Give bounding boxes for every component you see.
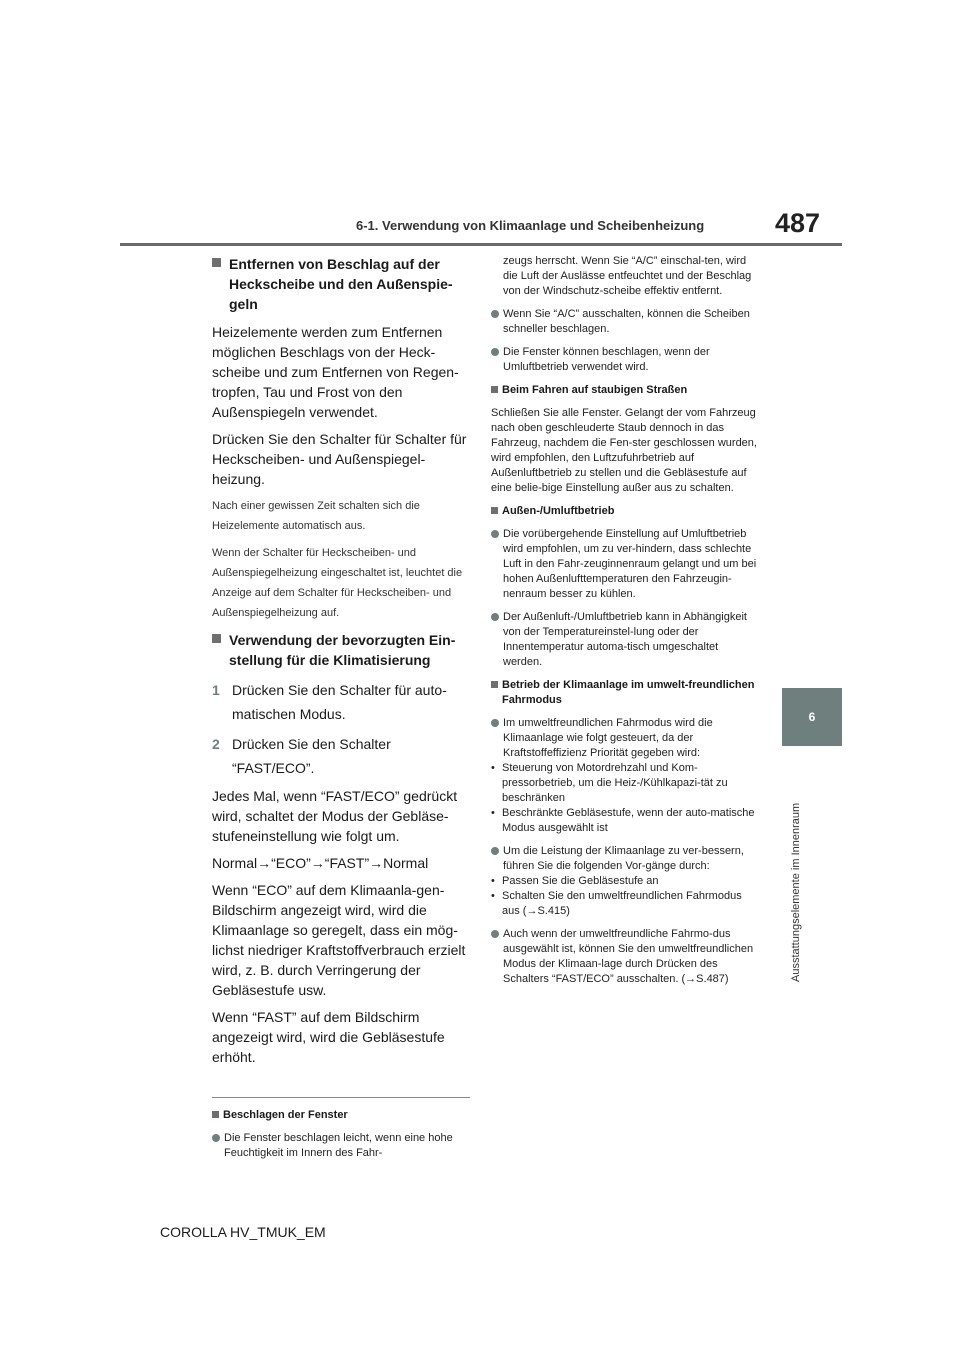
sub-list-item: • Beschränkte Gebläsestufe, wenn der auto-matische Modus ausgewählt ist: [491, 806, 759, 836]
square-bullet-icon: [212, 634, 221, 643]
list-item-text: Im umweltfreundlichen Fahrmodus wird die Klimaanlage wie folgt gesteuert, da der Kraftstoffeffizienz Priorität gegeben wird:: [503, 717, 713, 759]
list-item: [491, 345, 759, 375]
left-column: [212, 254, 470, 1169]
heading-dusty-roads: [491, 383, 759, 398]
list-item-text: Die Fenster beschlagen leicht, wenn eine hohe Feuchtigkeit im Innern des Fahr-: [224, 1132, 453, 1159]
list-item-text: Die Fenster können beschlagen, wenn der Umluftbetrieb verwendet wird.: [503, 346, 710, 373]
list-item-text: Die vorübergehende Einstellung auf Umluftbetrieb wird empfohlen, um zu ver-hindern, dass schlechte Luft in den Fahr-zeuginnenraum gelangt und um bei hohen Außenlufttemperaturen den Fahrzeugin-nenraum besser zu kühlen.: [503, 528, 757, 600]
step-2: [212, 732, 470, 780]
list-item: [491, 716, 759, 761]
footer-model-code: COROLLA HV_TMUK_EM: [160, 1224, 326, 1240]
paragraph: Wenn “FAST” auf dem Bildschirm angezeigt wird, wird die Gebläsestufe erhöht.: [212, 1009, 445, 1065]
heading-defog-rear: [212, 254, 470, 314]
heading-window-fog: [212, 1108, 470, 1123]
circle-bullet-icon: [491, 719, 499, 727]
right-column: [491, 254, 759, 995]
step-number: 2: [212, 736, 220, 752]
heading-recirculation: [491, 504, 759, 519]
sub-list-item: • Passen Sie die Gebläsestufe an: [491, 874, 759, 889]
list-item-text: Auch wenn der umweltfreundliche Fahrmo-dus ausgewählt ist, können Sie den umweltfreundlichen Modus der Klimaan-lage durch Drücken des Schalters “FAST/ECO” ausschalten. (→S.487): [503, 928, 754, 985]
list-item-group: [491, 716, 759, 836]
paragraph: Jedes Mal, wenn “FAST/ECO” gedrückt wird, schaltet der Modus der Gebläse-stufeneinstellung wie folgt um.: [212, 788, 458, 844]
chapter-tab: 6: [782, 688, 842, 746]
circle-bullet-icon: [491, 613, 499, 621]
chapter-side-label-text: Ausstattungselemente im Innenraum: [790, 802, 802, 982]
list-item: [491, 307, 759, 337]
heading-preferred-setting: [212, 630, 470, 670]
square-bullet-icon: [212, 258, 221, 267]
circle-bullet-icon: [491, 930, 499, 938]
page-number: 487: [775, 208, 821, 238]
step-text: Drücken Sie den Schalter für auto-matischen Modus.: [232, 682, 447, 722]
paragraph: Schließen Sie alle Fenster. Gelangt der vom Fahrzeug nach oben geschleuderte Staub dennoch in das Fahrzeug, nachdem die Fen-ster geschlossen wurden, wird empfohlen, den Luftzufuhrbetrieb auf Außenluftbetrieb zu stellen und die Gebläsestufe auf eine belie-bige Einstellung außer aus zu schalten.: [491, 407, 757, 494]
square-bullet-icon: [491, 681, 498, 688]
section-divider: [212, 1097, 470, 1098]
circle-bullet-icon: [491, 348, 499, 356]
circle-bullet-icon: [491, 310, 499, 318]
continued-text: zeugs herrscht. Wenn Sie “A/C” einschal-ten, wird die Luft der Auslässe entfeuchtet und der Beschlag von der Windschutz-scheibe effektiv entfernt.: [503, 255, 752, 297]
heading-text: Entfernen von Beschlag auf der Heckscheibe und den Außenspie-geln: [229, 256, 453, 312]
chapter-side-label: [788, 752, 808, 982]
list-item: [212, 1131, 470, 1161]
list-item-text: Um die Leistung der Klimaanlage zu ver-bessern, führen Sie die folgenden Vor-gänge durch:: [503, 845, 744, 872]
section-title: 6-1. Verwendung von Klimaanlage und Scheibenheizung: [356, 218, 705, 233]
paragraph: Heizelemente werden zum Entfernen möglichen Beschlags von der Heck-scheibe und zum Entfernen von Regen-tropfen, Tau und Frost von den Außenspiegeln verwendet.: [212, 324, 459, 420]
square-bullet-icon: [212, 1111, 219, 1118]
circle-bullet-icon: [491, 530, 499, 538]
list-item: [491, 927, 759, 987]
step-1: [212, 678, 470, 726]
header-divider: [120, 243, 842, 246]
step-text: Drücken Sie den Schalter “FAST/ECO”.: [232, 736, 391, 776]
paragraph: Wenn “ECO” auf dem Klimaanla-gen-Bildschirm angezeigt wird, wird die Klimaanlage so geregelt, dass ein mög-lichst niedriger Kraftstoffverbrauch erzielt wird, z. B. durch Verringerung der Gebläsestufe usw.: [212, 882, 466, 998]
paragraph: Drücken Sie den Schalter für Schalter für Heckscheiben- und Außenspiegel-heizung.: [212, 431, 467, 487]
heading-text: Beim Fahren auf staubigen Straßen: [502, 384, 688, 396]
list-item: [491, 844, 759, 874]
list-item: [491, 527, 759, 602]
circle-bullet-icon: [491, 847, 499, 855]
circle-bullet-icon: [212, 1134, 220, 1142]
list-item-text: Wenn Sie “A/C” ausschalten, können die Scheiben schneller beschlagen.: [503, 308, 750, 335]
list-item: [491, 610, 759, 670]
square-bullet-icon: [491, 386, 498, 393]
heading-text: Beschlagen der Fenster: [223, 1109, 348, 1121]
heading-eco-mode: [491, 678, 759, 708]
square-bullet-icon: [491, 507, 498, 514]
note: Nach einer gewissen Zeit schalten sich die Heizelemente automatisch aus.: [212, 500, 420, 532]
list-item-text: Der Außenluft-/Umluftbetrieb kann in Abhängigkeit von der Temperatureinstel-lung oder der Innentemperatur automa-tisch umgeschaltet werden.: [503, 611, 747, 668]
sub-list-item: • Schalten Sie den umweltfreundlichen Fahrmodus aus (→S.415): [491, 889, 759, 919]
mode-sequence: Normal→“ECO”→“FAST”→Normal: [212, 855, 429, 871]
heading-text: Betrieb der Klimaanlage im umwelt-freundlichen Fahrmodus: [502, 679, 755, 706]
sub-list-item: • Steuerung von Motordrehzahl und Kom-pressorbetrieb, um die Heiz-/Kühlkapazi-tät zu beschränken: [491, 761, 759, 806]
heading-text: Verwendung der bevorzugten Ein-stellung für die Klimatisierung: [229, 632, 456, 668]
step-number: 1: [212, 682, 220, 698]
note: Wenn der Schalter für Heckscheiben- und Außenspiegelheizung eingeschaltet ist, leuchtet die Anzeige auf dem Schalter für Heckscheiben- und Außenspiegelheizung auf.: [212, 547, 463, 619]
list-item-group: [491, 844, 759, 919]
heading-text: Außen-/Umluftbetrieb: [502, 505, 615, 517]
